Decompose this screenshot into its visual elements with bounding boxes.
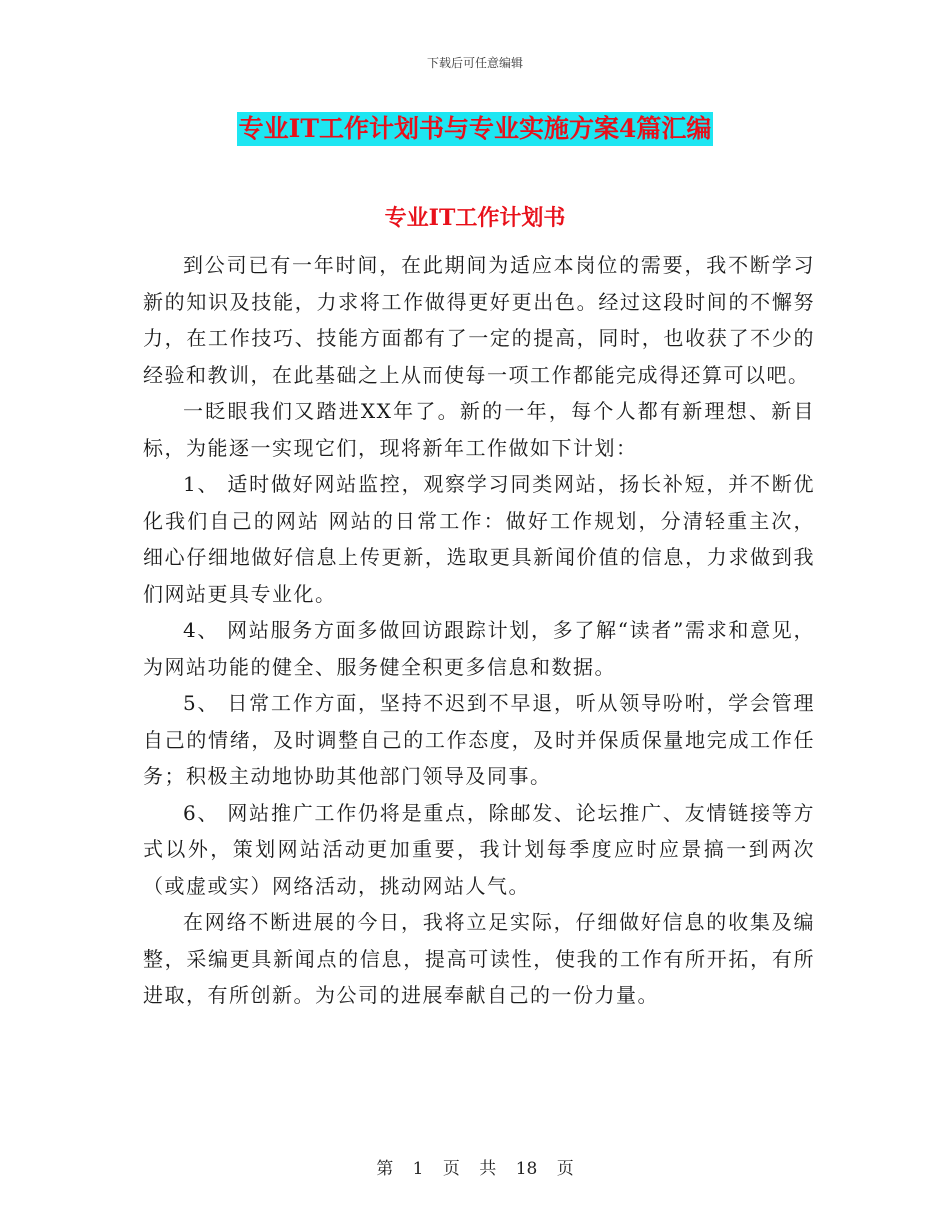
section-title: 专业IT工作计划书 (384, 205, 566, 231)
paragraph: 1、 适时做好网站监控，观察学习同类网站，扬长补短，并不断优化我们自己的网站 网站的日常工作：做好工作规划，分清轻重主次，细心仔细地做好信息上传更新，选取更具新闻价值的信息，力求做到我们网站更具专业化。 (143, 472, 815, 606)
paragraph: 4、 网站服务方面多做回访跟踪计划，多了解“读者”需求和意见，为网站功能的健全、服务健全积更多信息和数据。 (143, 618, 815, 679)
total-label: 共 (479, 1159, 497, 1179)
paragraph: 在网络不断进展的今日，我将立足实际，仔细做好信息的收集及编整，采编更具新闻点的信息，提高可读性，使我的工作有所开拓，有所进取，有所创新。为公司的进展奉献自己的一份力量。 (143, 910, 815, 1007)
page-label-mid: 页 (442, 1159, 460, 1179)
current-page-number: 1 (412, 1159, 424, 1179)
main-title-container (0, 112, 950, 146)
document-body (143, 247, 815, 1014)
paragraph: 到公司已有一年时间，在此期间为适应本岗位的需要，我不断学习新的知识及技能，力求将工作做得更好更出色。经过这段时间的不懈努力，在工作技巧、技能方面都有了一定的提高，同时，也收获了不少的经验和教训，在此基础之上从而使每一项工作都能完成得还算可以吧。 (143, 253, 815, 387)
page-footer (0, 1154, 950, 1179)
total-pages-number: 18 (515, 1159, 538, 1179)
paragraph: 6、 网站推广工作仍将是重点，除邮发、论坛推广、友情链接等方式以外，策划网站活动更加重要，我计划每季度应时应景搞一到两次（或虚或实）网络活动，挑动网站人气。 (143, 800, 815, 898)
page-label-suffix: 页 (556, 1159, 574, 1179)
main-title: 专业IT工作计划书与专业实施方案4篇汇编 (237, 112, 714, 146)
page-header-note: 下载后可任意编辑 (426, 56, 523, 70)
page-label-prefix: 第 (376, 1159, 394, 1179)
paragraph: 5、 日常工作方面，坚持不迟到不早退，听从领导吩咐，学会管理自己的情绪，及时调整自己的工作态度，及时并保质保量地完成工作任务；积极主动地协助其他部门领导及同事。 (143, 691, 815, 788)
paragraph: 一眨眼我们又踏进XX年了。新的一年，每个人都有新理想、新目标，为能逐一实现它们，现将新年工作做如下计划： (143, 399, 815, 460)
